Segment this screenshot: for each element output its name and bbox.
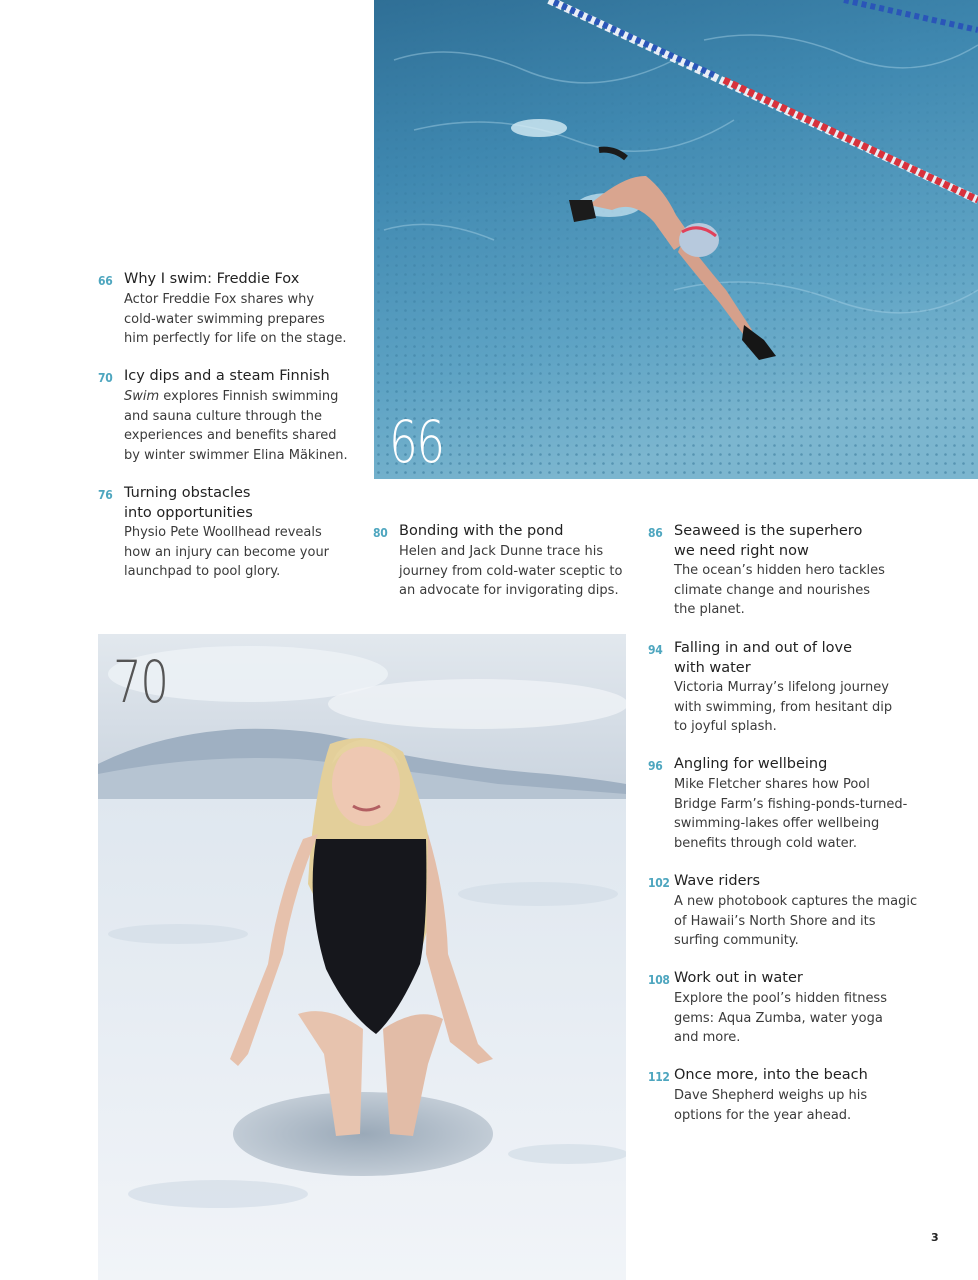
toc-entry-80[interactable]	[373, 522, 623, 604]
pool-photo-page-label: 66	[389, 408, 444, 476]
pool-illustration	[374, 0, 978, 479]
page-ref: 66	[98, 274, 113, 288]
page-ref: 112	[648, 1070, 670, 1084]
entry-description: Physio Pete Woollhead reveals how an injury can become your launchpad to pool glory.	[124, 525, 330, 579]
toc-entry-112[interactable]	[648, 1066, 948, 1128]
page-ref: 94	[648, 643, 663, 657]
toc-entry-94[interactable]	[648, 639, 948, 739]
page-ref: 86	[648, 526, 663, 540]
page-ref: 70	[98, 371, 113, 385]
entry-description: Explore the pool’s hidden fitness gems: Aqua Zumba, water yoga and more.	[674, 991, 887, 1045]
entry-description: Dave Shepherd weighs up his options for the year ahead.	[674, 1088, 868, 1123]
entry-description: Helen and Jack Dunne trace his journey from cold-water sceptic to an advocate for invigorating dips.	[399, 544, 623, 598]
entry-title: Angling for wellbeing	[674, 756, 828, 772]
entry-title: Falling in and out of love with water	[674, 640, 853, 676]
toc-entry-108[interactable]	[648, 969, 948, 1051]
ice-swimmer-photo	[98, 634, 626, 1280]
entry-title: Once more, into the beach	[674, 1067, 868, 1083]
toc-entry-102[interactable]	[648, 872, 948, 954]
entry-description: A new photobook captures the magic of Hawaii’s North Shore and its surfing community.	[674, 894, 918, 948]
entry-description: Mike Fletcher shares how Pool Bridge Farm’s fishing-ponds-turned- swimming-lakes offer wellbeing benefits through cold water.	[674, 777, 908, 851]
entry-title: Turning obstacles into opportunities	[124, 485, 253, 521]
page-ref: 76	[98, 488, 113, 502]
entry-title: Work out in water	[674, 970, 803, 986]
entry-title: Wave riders	[674, 873, 761, 889]
entry-description: The ocean’s hidden hero tackles climate change and nourishes the planet.	[674, 563, 885, 617]
page-ref: 102	[648, 876, 670, 890]
entry-title: Icy dips and a steam Finnish	[124, 368, 330, 384]
toc-entry-70[interactable]	[98, 367, 348, 467]
swimmer-pool-photo	[374, 0, 978, 479]
entry-description: Swim explores Finnish swimming and sauna culture through the experiences and benefits shared by winter swimmer Elina Mäkinen.	[124, 389, 348, 463]
toc-entry-96[interactable]	[648, 755, 948, 855]
page-ref: 108	[648, 973, 670, 987]
entry-description: Victoria Murray’s lifelong journey with swimming, from hesitant dip to joyful splash.	[674, 680, 893, 734]
ice-photo-page-label: 70	[113, 648, 168, 716]
toc-entry-66[interactable]	[98, 270, 348, 352]
page-number: 3	[931, 1231, 939, 1244]
entry-title: Seaweed is the superhero we need right now	[674, 523, 863, 559]
entry-title: Why I swim: Freddie Fox	[124, 271, 300, 287]
ice-illustration	[98, 634, 626, 1280]
toc-entry-86[interactable]	[648, 522, 948, 622]
toc-entry-76[interactable]	[98, 484, 348, 584]
entry-description: Actor Freddie Fox shares why cold-water swimming prepares him perfectly for life on the stage.	[124, 292, 347, 346]
page-ref: 96	[648, 759, 663, 773]
page-ref: 80	[373, 526, 388, 540]
entry-title: Bonding with the pond	[399, 523, 564, 539]
